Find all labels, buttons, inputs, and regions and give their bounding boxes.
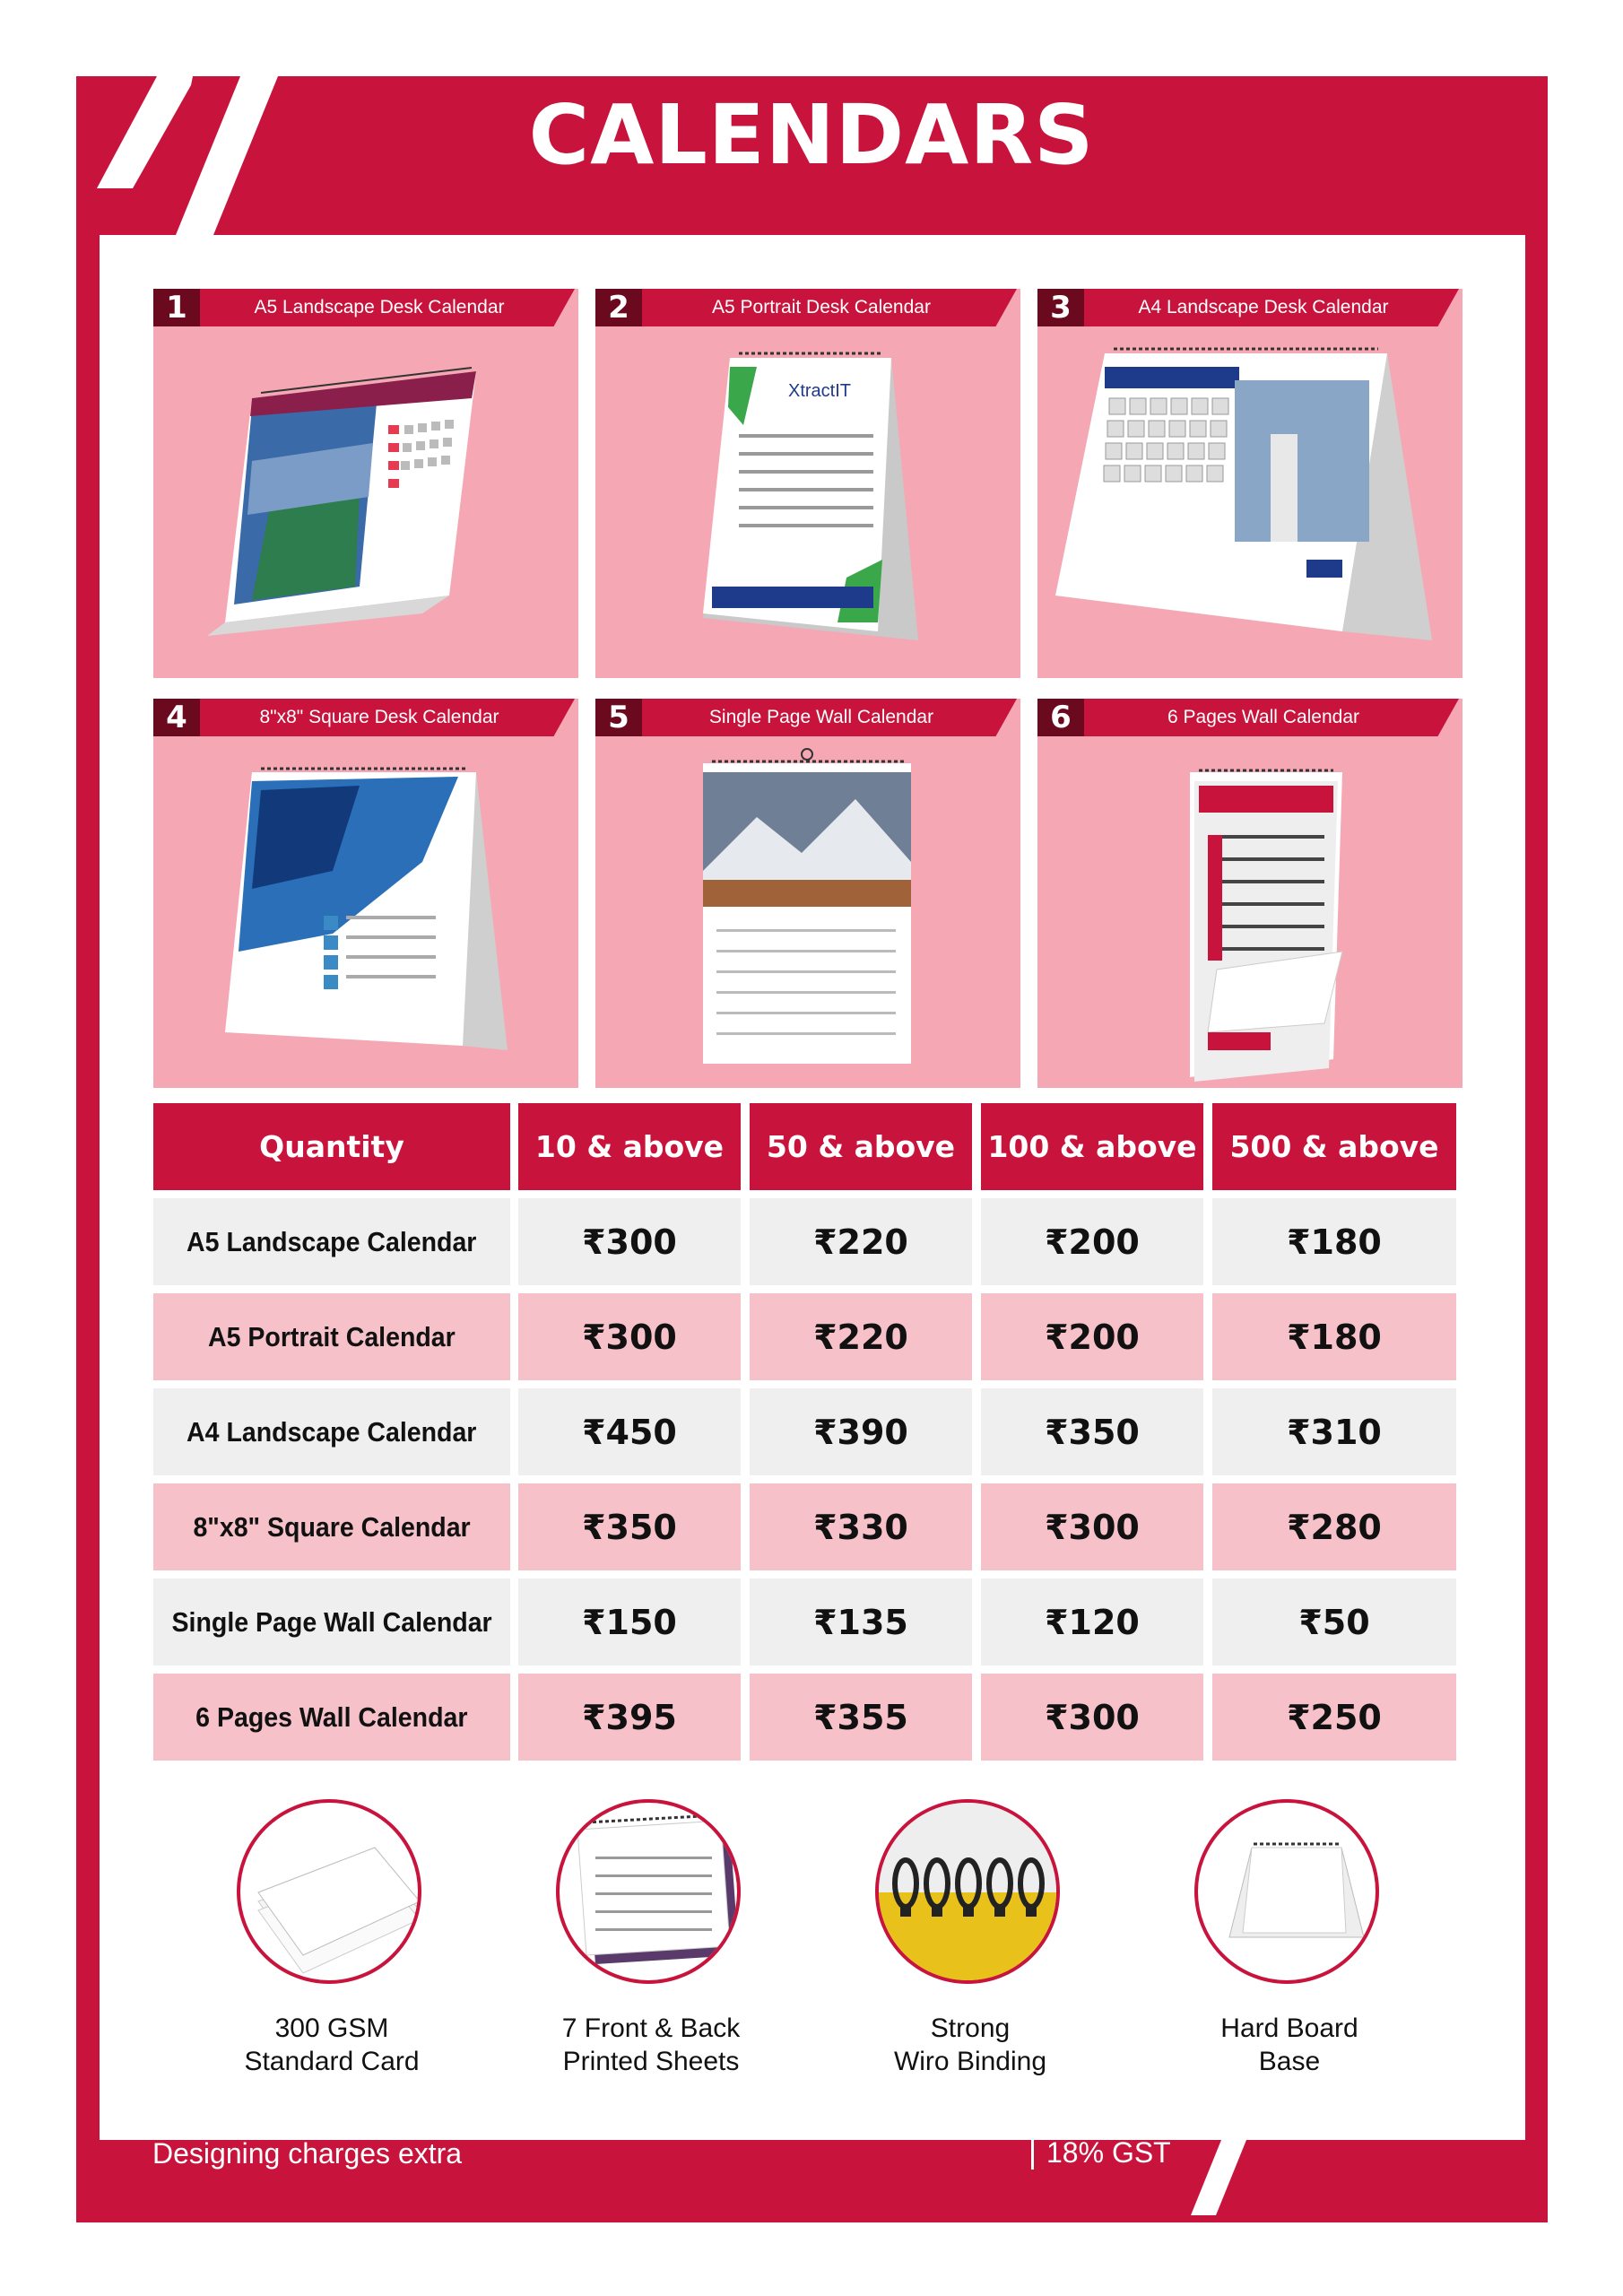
price-cell: ₹300 [981,1674,1203,1761]
price-cell: ₹350 [518,1483,741,1570]
card-number: 4 [153,699,200,736]
card-label: 6 Pages Wall Calendar [1167,707,1359,727]
feature-line: Printed Sheets [562,2047,740,2076]
card-number: 5 [595,699,642,736]
price-cell: ₹250 [1212,1674,1456,1761]
price-cell: ₹200 [981,1198,1203,1285]
price-cell: ₹395 [518,1674,741,1761]
price-cell: ₹300 [518,1293,741,1380]
price-cell: ₹120 [981,1578,1203,1665]
row-label: 6 Pages Wall Calendar [195,1700,468,1733]
price-cell: ₹180 [1212,1293,1456,1380]
card-label: A5 Portrait Desk Calendar [712,297,931,317]
row-label: Single Page Wall Calendar [171,1605,492,1638]
price-cell: ₹220 [750,1293,972,1380]
price-cell: ₹135 [750,1578,972,1665]
price-cell: ₹280 [1212,1483,1456,1570]
price-cell: ₹300 [518,1198,741,1285]
table-header-quantity: Quantity [153,1103,510,1190]
price-cell: ₹310 [1212,1388,1456,1475]
price-cell: ₹150 [518,1578,741,1665]
price-cell: ₹180 [1212,1198,1456,1285]
card-number: 3 [1037,289,1084,326]
feature-line: Strong [930,2013,1011,2043]
price-cell: ₹50 [1212,1578,1456,1665]
price-cell: ₹200 [981,1293,1203,1380]
row-label: A5 Portrait Calendar [208,1320,456,1352]
card-number: 2 [595,289,642,326]
feature-line: Standard Card [244,2047,420,2076]
row-label: A4 Landscape Calendar [187,1415,477,1448]
card-label: A4 Landscape Desk Calendar [1138,297,1389,317]
svg-text:XtractIT: XtractIT [788,381,852,401]
gst-note: 18% GST [1031,2135,1171,2170]
footer-note: Designing charges extra [152,2137,463,2170]
card-label: A5 Landscape Desk Calendar [254,297,505,317]
row-label: 8"x8" Square Calendar [193,1510,471,1543]
feature-line: Base [1258,2047,1321,2076]
price-cell: ₹220 [750,1198,972,1285]
price-cell: ₹330 [750,1483,972,1570]
feature-line: 7 Front & Back [561,2013,741,2043]
price-cell: ₹355 [750,1674,972,1761]
card-label: 8"x8" Square Desk Calendar [259,707,499,727]
table-header-100: 100 & above [981,1103,1203,1190]
feature-line: 300 GSM [274,2013,389,2043]
row-label: A5 Landscape Calendar [187,1225,477,1257]
feature-line: Wiro Binding [893,2047,1047,2076]
card-number: 1 [153,289,200,326]
feature-line: Hard Board [1220,2013,1358,2043]
page-title: CALENDARS [528,87,1095,183]
price-cell: ₹450 [518,1388,741,1475]
table-header-50: 50 & above [750,1103,972,1190]
price-cell: ₹350 [981,1388,1203,1475]
card-number: 6 [1037,699,1084,736]
table-header-500: 500 & above [1212,1103,1456,1190]
card-label: Single Page Wall Calendar [708,707,934,727]
price-cell: ₹300 [981,1483,1203,1570]
table-header-10: 10 & above [518,1103,741,1190]
price-cell: ₹390 [750,1388,972,1475]
